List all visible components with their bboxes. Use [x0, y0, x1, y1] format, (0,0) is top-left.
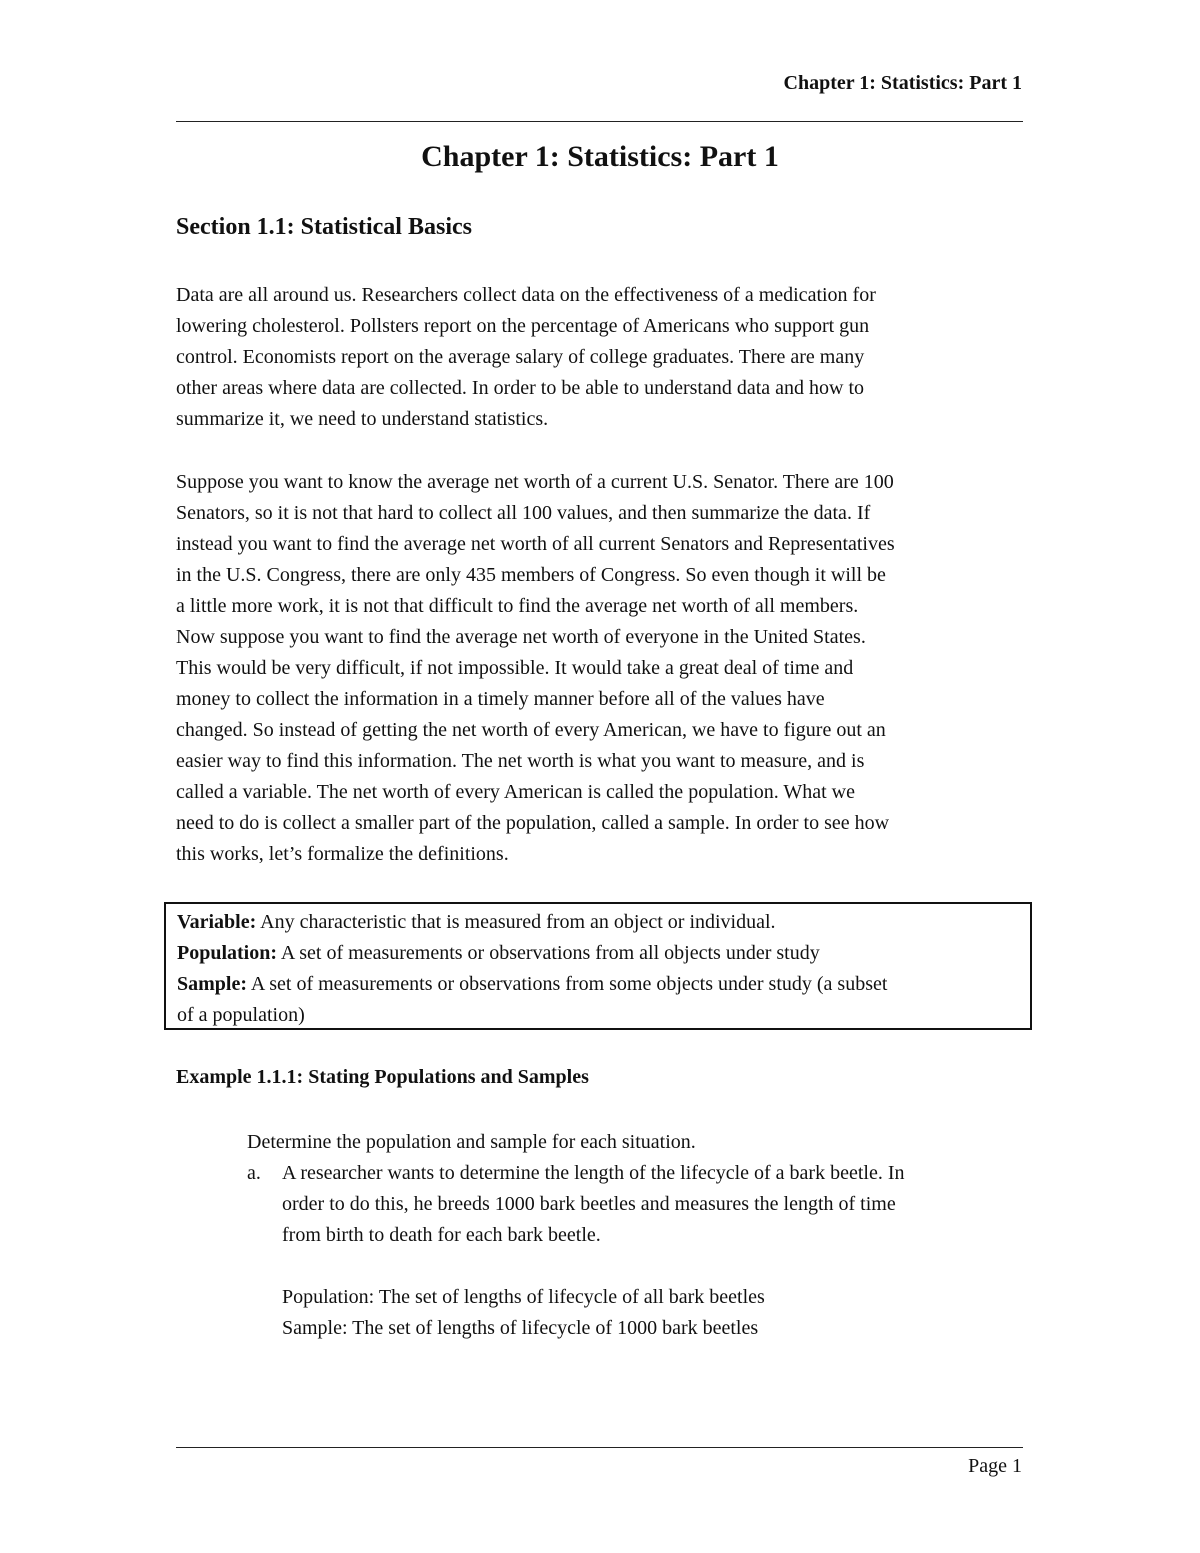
list-marker: a.	[247, 1162, 261, 1184]
definition-variable	[177, 907, 1030, 938]
paragraph-line: Now suppose you want to find the average net worth of everyone in the United States.	[176, 626, 866, 648]
paragraph-line: need to do is collect a smaller part of the population, called a sample. In order to see how	[176, 812, 890, 834]
paragraph-line: Data are all around us. Researchers collect data on the effectiveness of a medication for	[176, 284, 876, 306]
example-item-text	[282, 1158, 1062, 1251]
example-item-line: from birth to death for each bark beetle.	[282, 1224, 601, 1246]
definitions-box	[164, 902, 1032, 1030]
definition-sample-continued: of a population)	[177, 1004, 305, 1026]
intro-paragraph	[176, 280, 1036, 435]
paragraph-line: a little more work, it is not that difficult to find the average net worth of all members.	[176, 595, 859, 617]
running-header: Chapter 1: Statistics: Part 1	[783, 72, 1022, 94]
chapter-title: Chapter 1: Statistics: Part 1	[421, 140, 779, 173]
footer-rule	[176, 1447, 1023, 1448]
example-item-line: A researcher wants to determine the length of the lifecycle of a bark beetle. In	[282, 1162, 905, 1184]
answer-population: Population: The set of lengths of lifecycle of all bark beetles	[282, 1286, 765, 1308]
paragraph-line: control. Economists report on the average salary of college graduates. There are many	[176, 346, 865, 368]
header-rule	[176, 121, 1023, 122]
example-answer	[282, 1282, 765, 1344]
example-intro: Determine the population and sample for each situation.	[247, 1131, 696, 1153]
definition-sample	[177, 969, 1030, 1000]
definition-text: A set of measurements or observations from all objects under study	[277, 942, 820, 964]
answer-sample: Sample: The set of lengths of lifecycle of 1000 bark beetles	[282, 1317, 759, 1339]
paragraph-line: lowering cholesterol. Pollsters report on the percentage of Americans who support gun	[176, 315, 870, 337]
paragraph-line: This would be very difficult, if not impossible. It would take a great deal of time and	[176, 657, 854, 679]
paragraph-line: called a variable. The net worth of every American is called the population. What we	[176, 781, 856, 803]
paragraph-line: changed. So instead of getting the net worth of every American, we have to figure out an	[176, 719, 886, 741]
paragraph-line: easier way to find this information. The net worth is what you want to measure, and is	[176, 750, 865, 772]
paragraph-line: Senators, so it is not that hard to collect all 100 values, and then summarize the data. If	[176, 502, 871, 524]
paragraph-line: money to collect the information in a timely manner before all of the values have	[176, 688, 825, 710]
net-worth-paragraph	[176, 467, 1036, 870]
definition-term: Population:	[177, 942, 278, 964]
definition-text: A set of measurements or observations from some objects under study (a subset	[247, 973, 888, 995]
paragraph-line: other areas where data are collected. In order to be able to understand data and how to	[176, 377, 865, 399]
paragraph-line: in the U.S. Congress, there are only 435 members of Congress. So even though it will be	[176, 564, 886, 586]
definition-term: Sample:	[177, 973, 247, 995]
definition-text: Any characteristic that is measured from an object or individual.	[256, 911, 776, 933]
section-title: Section 1.1: Statistical Basics	[176, 214, 472, 240]
page-number: Page 1	[968, 1455, 1022, 1477]
paragraph-line: this works, let’s formalize the definitions.	[176, 843, 509, 865]
example-item-line: order to do this, he breeds 1000 bark beetles and measures the length of time	[282, 1193, 896, 1215]
paragraph-line: summarize it, we need to understand statistics.	[176, 408, 549, 430]
paragraph-line: instead you want to find the average net worth of all current Senators and Representatives	[176, 533, 895, 555]
definition-term: Variable:	[177, 911, 257, 933]
paragraph-line: Suppose you want to know the average net worth of a current U.S. Senator. There are 100	[176, 471, 894, 493]
definition-population	[177, 938, 1030, 969]
example-title: Example 1.1.1: Stating Populations and Samples	[176, 1066, 589, 1088]
